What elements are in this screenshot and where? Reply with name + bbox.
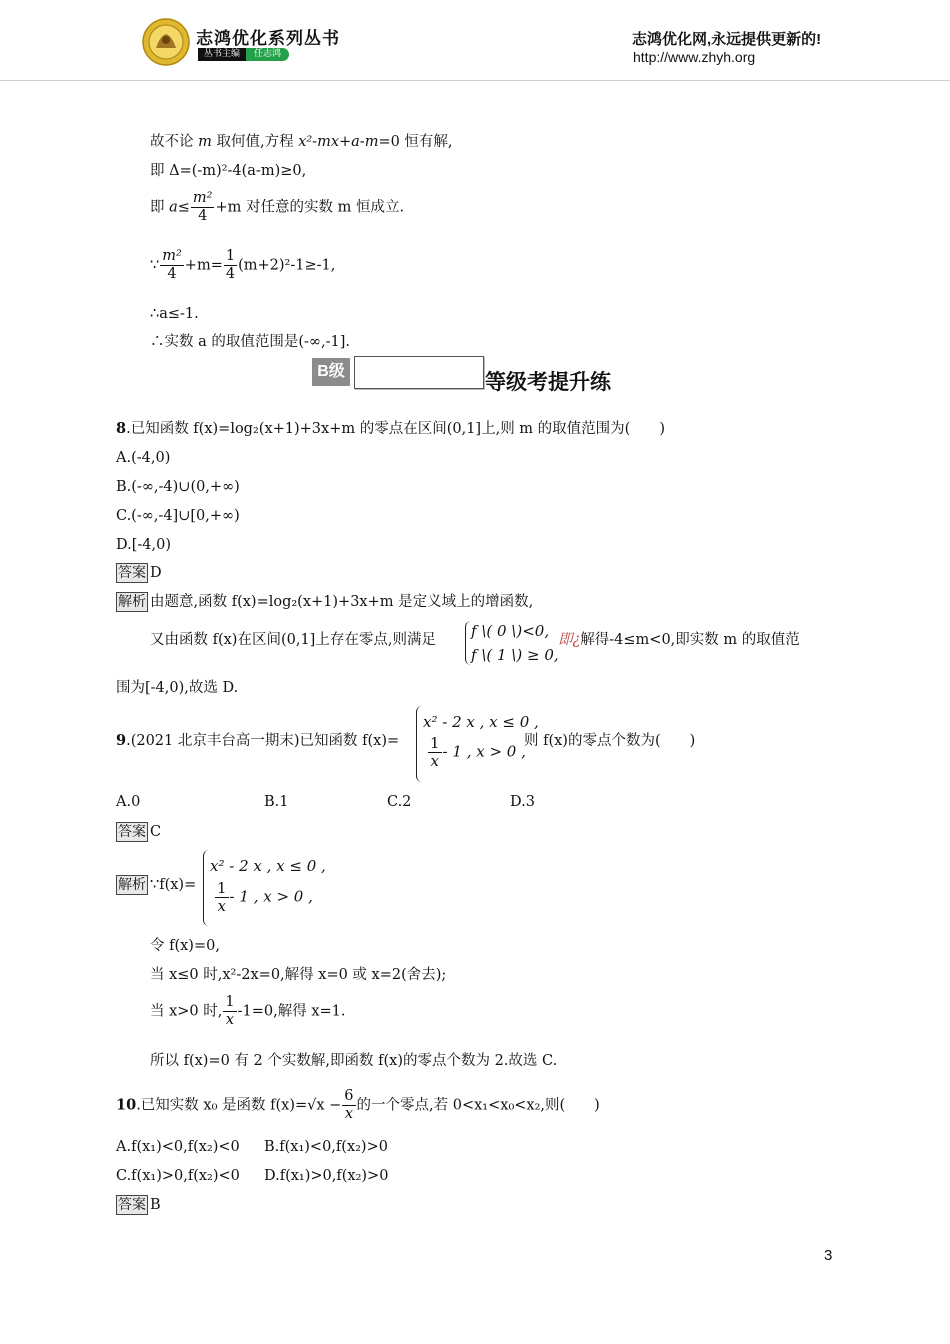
q8-option-a: A.(-4,0) xyxy=(116,450,171,466)
answer-tag: 答案 xyxy=(118,1197,146,1213)
q8-option-b: B.(-∞,-4)∪(0,+∞) xyxy=(116,479,240,495)
q9-analysis-case-2: $\frac{1}{x}$ - 1 , x > 0 , xyxy=(217,879,313,915)
q9-step-2: 当 x≤0 时,x²-2x=0,解得 x=0 或 x=2(舍去); xyxy=(150,967,447,983)
level-box xyxy=(354,356,484,389)
q8-analysis-2-end: 即¿解得-4≤m<0,即实数 m 的取值范 xyxy=(558,632,800,648)
q8-stem: 8.已知函数 f(x)=log₂(x+1)+3x+m 的零点在区间(0,1]上,则 m 的取值范围为( ) xyxy=(116,420,665,437)
fraction: $\frac{\text{m²}}{4}$ xyxy=(162,248,182,282)
header xyxy=(0,0,950,80)
q8-system-line-1: f \( 0 \)<0, xyxy=(471,622,550,640)
editor-badge xyxy=(198,48,289,61)
section-title: 等级考提升练 xyxy=(485,371,611,394)
q9-analysis-1: 解析 ∵f(x)= xyxy=(118,877,197,893)
prev-line-2: 即 Δ=(-m)²-4(a-m)≥0, xyxy=(150,163,307,179)
series-title: 志鸿优化系列丛书 xyxy=(196,29,340,48)
prev-line-5: ∴a≤-1. xyxy=(150,306,199,322)
q9-case-1: x² - 2 x , x ≤ 0 , xyxy=(423,713,539,731)
q8-analysis-3: 围为[-4,0),故选 D. xyxy=(116,680,239,696)
header-url[interactable]: http://www.zhyh.org xyxy=(633,49,756,65)
analysis-tag: 解析 xyxy=(118,594,146,610)
page-number: 3 xyxy=(824,1247,833,1264)
prev-line-4: ∵ $\frac{\text{m²}}{4}$ +m= $\frac{1}{4}$ (m+2)²-1≥-1, xyxy=(150,248,336,282)
q9-case-2: $\frac{1}{x}$ - 1 , x > 0 , xyxy=(430,734,526,770)
level-badge: B级 xyxy=(312,358,350,386)
q8-answer: 答案 D xyxy=(118,565,162,581)
q10-option-c: C.f(x₁)>0,f(x₂)<0 xyxy=(116,1168,240,1184)
analysis-tag: 解析 xyxy=(118,877,146,893)
q8-analysis-2: 又由函数 f(x)在区间(0,1]上存在零点,则满足 xyxy=(150,632,436,648)
fraction: $\frac{6}{x}$ xyxy=(344,1088,354,1122)
q9-piecewise-brace xyxy=(416,706,423,782)
section-header xyxy=(312,356,652,396)
q8-system-line-2: f \( 1 \) ≥ 0, xyxy=(471,646,559,664)
q8-option-d: D.[-4,0) xyxy=(116,537,171,553)
q9-step-1: 令 f(x)=0, xyxy=(150,938,220,954)
prev-line-1: 故不论 m 取何值,方程 x²-mx+a-m=0 恒有解, xyxy=(150,134,453,150)
fraction: $\frac{\text{m²}}{4}$ xyxy=(192,190,213,224)
header-divider xyxy=(0,80,950,81)
header-slogan: 志鸿优化网,永远提供更新的! xyxy=(632,31,822,48)
q10-option-d: D.f(x₁)>0,f(x₂)>0 xyxy=(264,1168,389,1184)
q10-answer: 答案 B xyxy=(118,1197,161,1213)
q9-answer: 答案 C xyxy=(118,824,162,840)
q9-analysis-brace xyxy=(203,850,210,926)
q9-stem: 9.(2021 北京丰台高一期末)已知函数 f(x)= xyxy=(116,732,400,749)
editor-label: 丛书主编 xyxy=(198,48,246,61)
q9-analysis-case-1: x² - 2 x , x ≤ 0 , xyxy=(210,857,326,875)
q9-option-a: A.0 xyxy=(116,794,141,810)
fraction: $\frac{1}{x}$ xyxy=(217,879,227,915)
answer-tag: 答案 xyxy=(118,824,146,840)
logo-seal-icon xyxy=(142,18,190,66)
q9-option-d: D.3 xyxy=(510,794,535,810)
q10-stem: 10.已知实数 x₀ 是函数 f(x)=√x − $\frac{6}{x}$ 的一个零点,若 0<x₁<x₀<x₂,则( ) xyxy=(116,1088,600,1122)
q8-option-c: C.(-∞,-4]∪[0,+∞) xyxy=(116,508,240,524)
q8-analysis-1: 解析 由题意,函数 f(x)=log₂(x+1)+3x+m 是定义域上的增函数, xyxy=(118,594,534,610)
editor-name: 任志鸿 xyxy=(246,48,289,61)
q10-option-b: B.f(x₁)<0,f(x₂)>0 xyxy=(264,1139,388,1155)
fraction: $\frac{1}{4}$ xyxy=(225,248,236,282)
prev-line-3: 即 a≤ $\frac{\text{m²}}{4}$ +m 对任意的实数 m 恒成立. xyxy=(150,190,405,224)
q9-option-b: B.1 xyxy=(264,794,289,810)
q9-step-3: 当 x>0 时, $\frac{1}{x}$ -1=0,解得 x=1. xyxy=(150,994,346,1028)
q9-step-4: 所以 f(x)=0 有 2 个实数解,即函数 f(x)的零点个数为 2.故选 C. xyxy=(150,1053,558,1069)
answer-tag: 答案 xyxy=(118,565,146,581)
prev-line-6: ∴实数 a 的取值范围是(-∞,-1]. xyxy=(150,334,350,350)
q10-option-a: A.f(x₁)<0,f(x₂)<0 xyxy=(116,1139,240,1155)
q9-stem-end: 则 f(x)的零点个数为( ) xyxy=(524,733,696,749)
fraction: $\frac{1}{x}$ xyxy=(430,734,440,770)
q9-option-c: C.2 xyxy=(387,794,412,810)
fraction: $\frac{1}{x}$ xyxy=(225,994,235,1028)
